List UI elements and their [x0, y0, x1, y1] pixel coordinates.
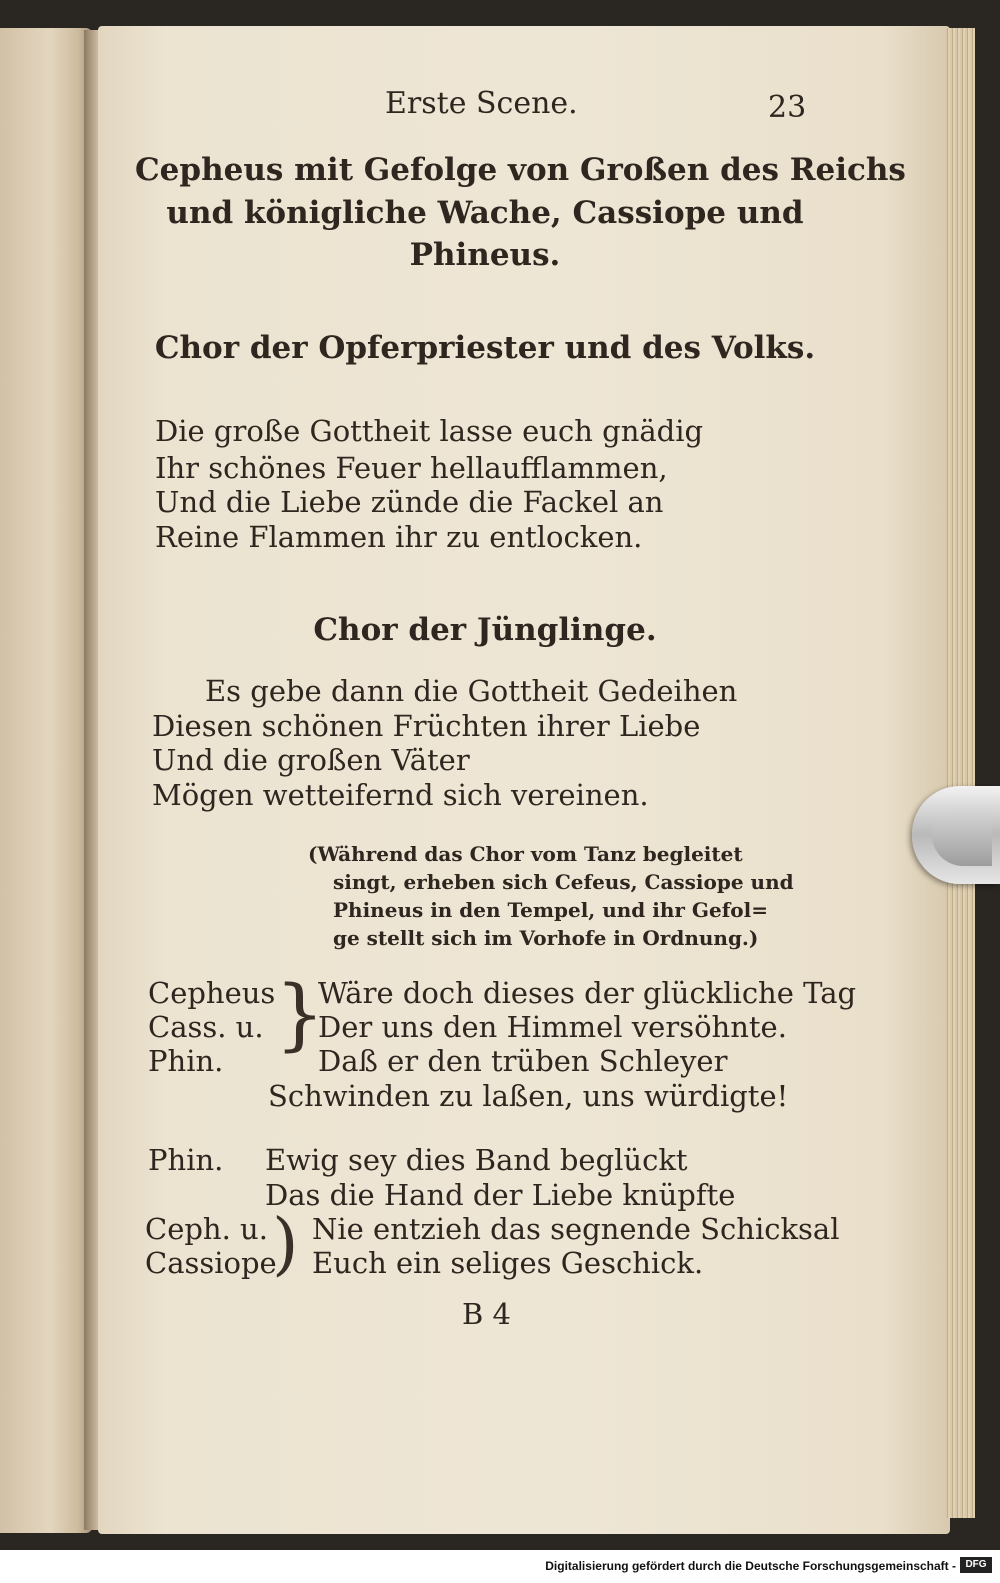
stage-direction-line-4: ge stellt sich im Vorhofe in Ordnung.) [333, 926, 759, 950]
phin-line-2: Das die Hand der Liebe knüpfte [265, 1178, 736, 1212]
running-title: Erste Scene. [385, 86, 578, 121]
phin-line-1: Ewig sey dies Band beglückt [265, 1143, 688, 1177]
brace-icon: } [275, 970, 325, 1060]
chorus-1-line-1: Die große Gottheit lasse euch gnädig [155, 414, 704, 448]
stage-direction-line-3: Phineus in den Tempel, und ihr Gefol= [333, 898, 768, 922]
scene-title-line-1: Cepheus mit Gefolge von Großen des Reichs [135, 152, 906, 188]
chorus-2-line-1: Es gebe dann die Gottheit Gedeihen [205, 674, 738, 708]
speaker-cepheus: Cepheus [148, 976, 276, 1010]
trio-line-1: Wäre doch dieses der glückliche Tag [318, 976, 857, 1010]
speaker-ceph: Ceph. u. [145, 1212, 268, 1246]
trio-line-2: Der uns den Himmel versöhnte. [318, 1010, 787, 1044]
dfg-logo: DFG [960, 1557, 992, 1573]
chorus-2-title: Chor der Jünglinge. [313, 612, 657, 648]
speaker-phin: Phin. [148, 1044, 224, 1078]
chorus-1-title: Chor der Opferpriester und des Volks. [154, 330, 816, 366]
chorus-2-line-2: Diesen schönen Früchten ihrer Liebe [152, 709, 701, 743]
speaker-cassiope: Cassiope [145, 1246, 277, 1280]
signature-mark: B 4 [462, 1297, 511, 1331]
page-clip-inner [932, 804, 992, 866]
trio-line-3: Daß er den trüben Schleyer [318, 1044, 728, 1078]
chorus-2-line-3: Und die großen Väter [152, 743, 470, 777]
stage-direction-line-1: (Während das Chor vom Tanz begleitet [308, 842, 743, 866]
scene-title-line-3: Phineus. [409, 237, 561, 273]
speaker-cass: Cass. u. [148, 1010, 264, 1044]
brace-icon-2: ) [272, 1205, 299, 1284]
page-number: 23 [768, 90, 807, 125]
left-page [0, 28, 92, 1533]
chorus-2-line-4: Mögen wetteifernd sich vereinen. [152, 778, 649, 812]
stage-direction-line-2: singt, erheben sich Cefeus, Cassiope und [333, 870, 794, 894]
speaker-phin-2: Phin. [148, 1143, 224, 1177]
trio-line-4: Schwinden zu laßen, uns würdigte! [268, 1079, 789, 1113]
chorus-1-line-4: Reine Flammen ihr zu entlocken. [155, 520, 643, 554]
duo-line-1: Nie entzieh das segnende Schicksal [312, 1212, 840, 1246]
chorus-1-line-3: Und die Liebe zünde die Fackel an [155, 485, 664, 519]
page-edges [945, 28, 975, 1518]
scene-title-line-2: und königliche Wache, Cassiope und [166, 195, 804, 231]
footer-credit: Digitalisierung gefördert durch die Deutsche Forschungsgemeinschaft - [545, 1559, 956, 1573]
chorus-1-line-2: Ihr schönes Feuer hellaufflammen, [155, 451, 668, 485]
duo-line-2: Euch ein seliges Geschick. [312, 1246, 704, 1280]
